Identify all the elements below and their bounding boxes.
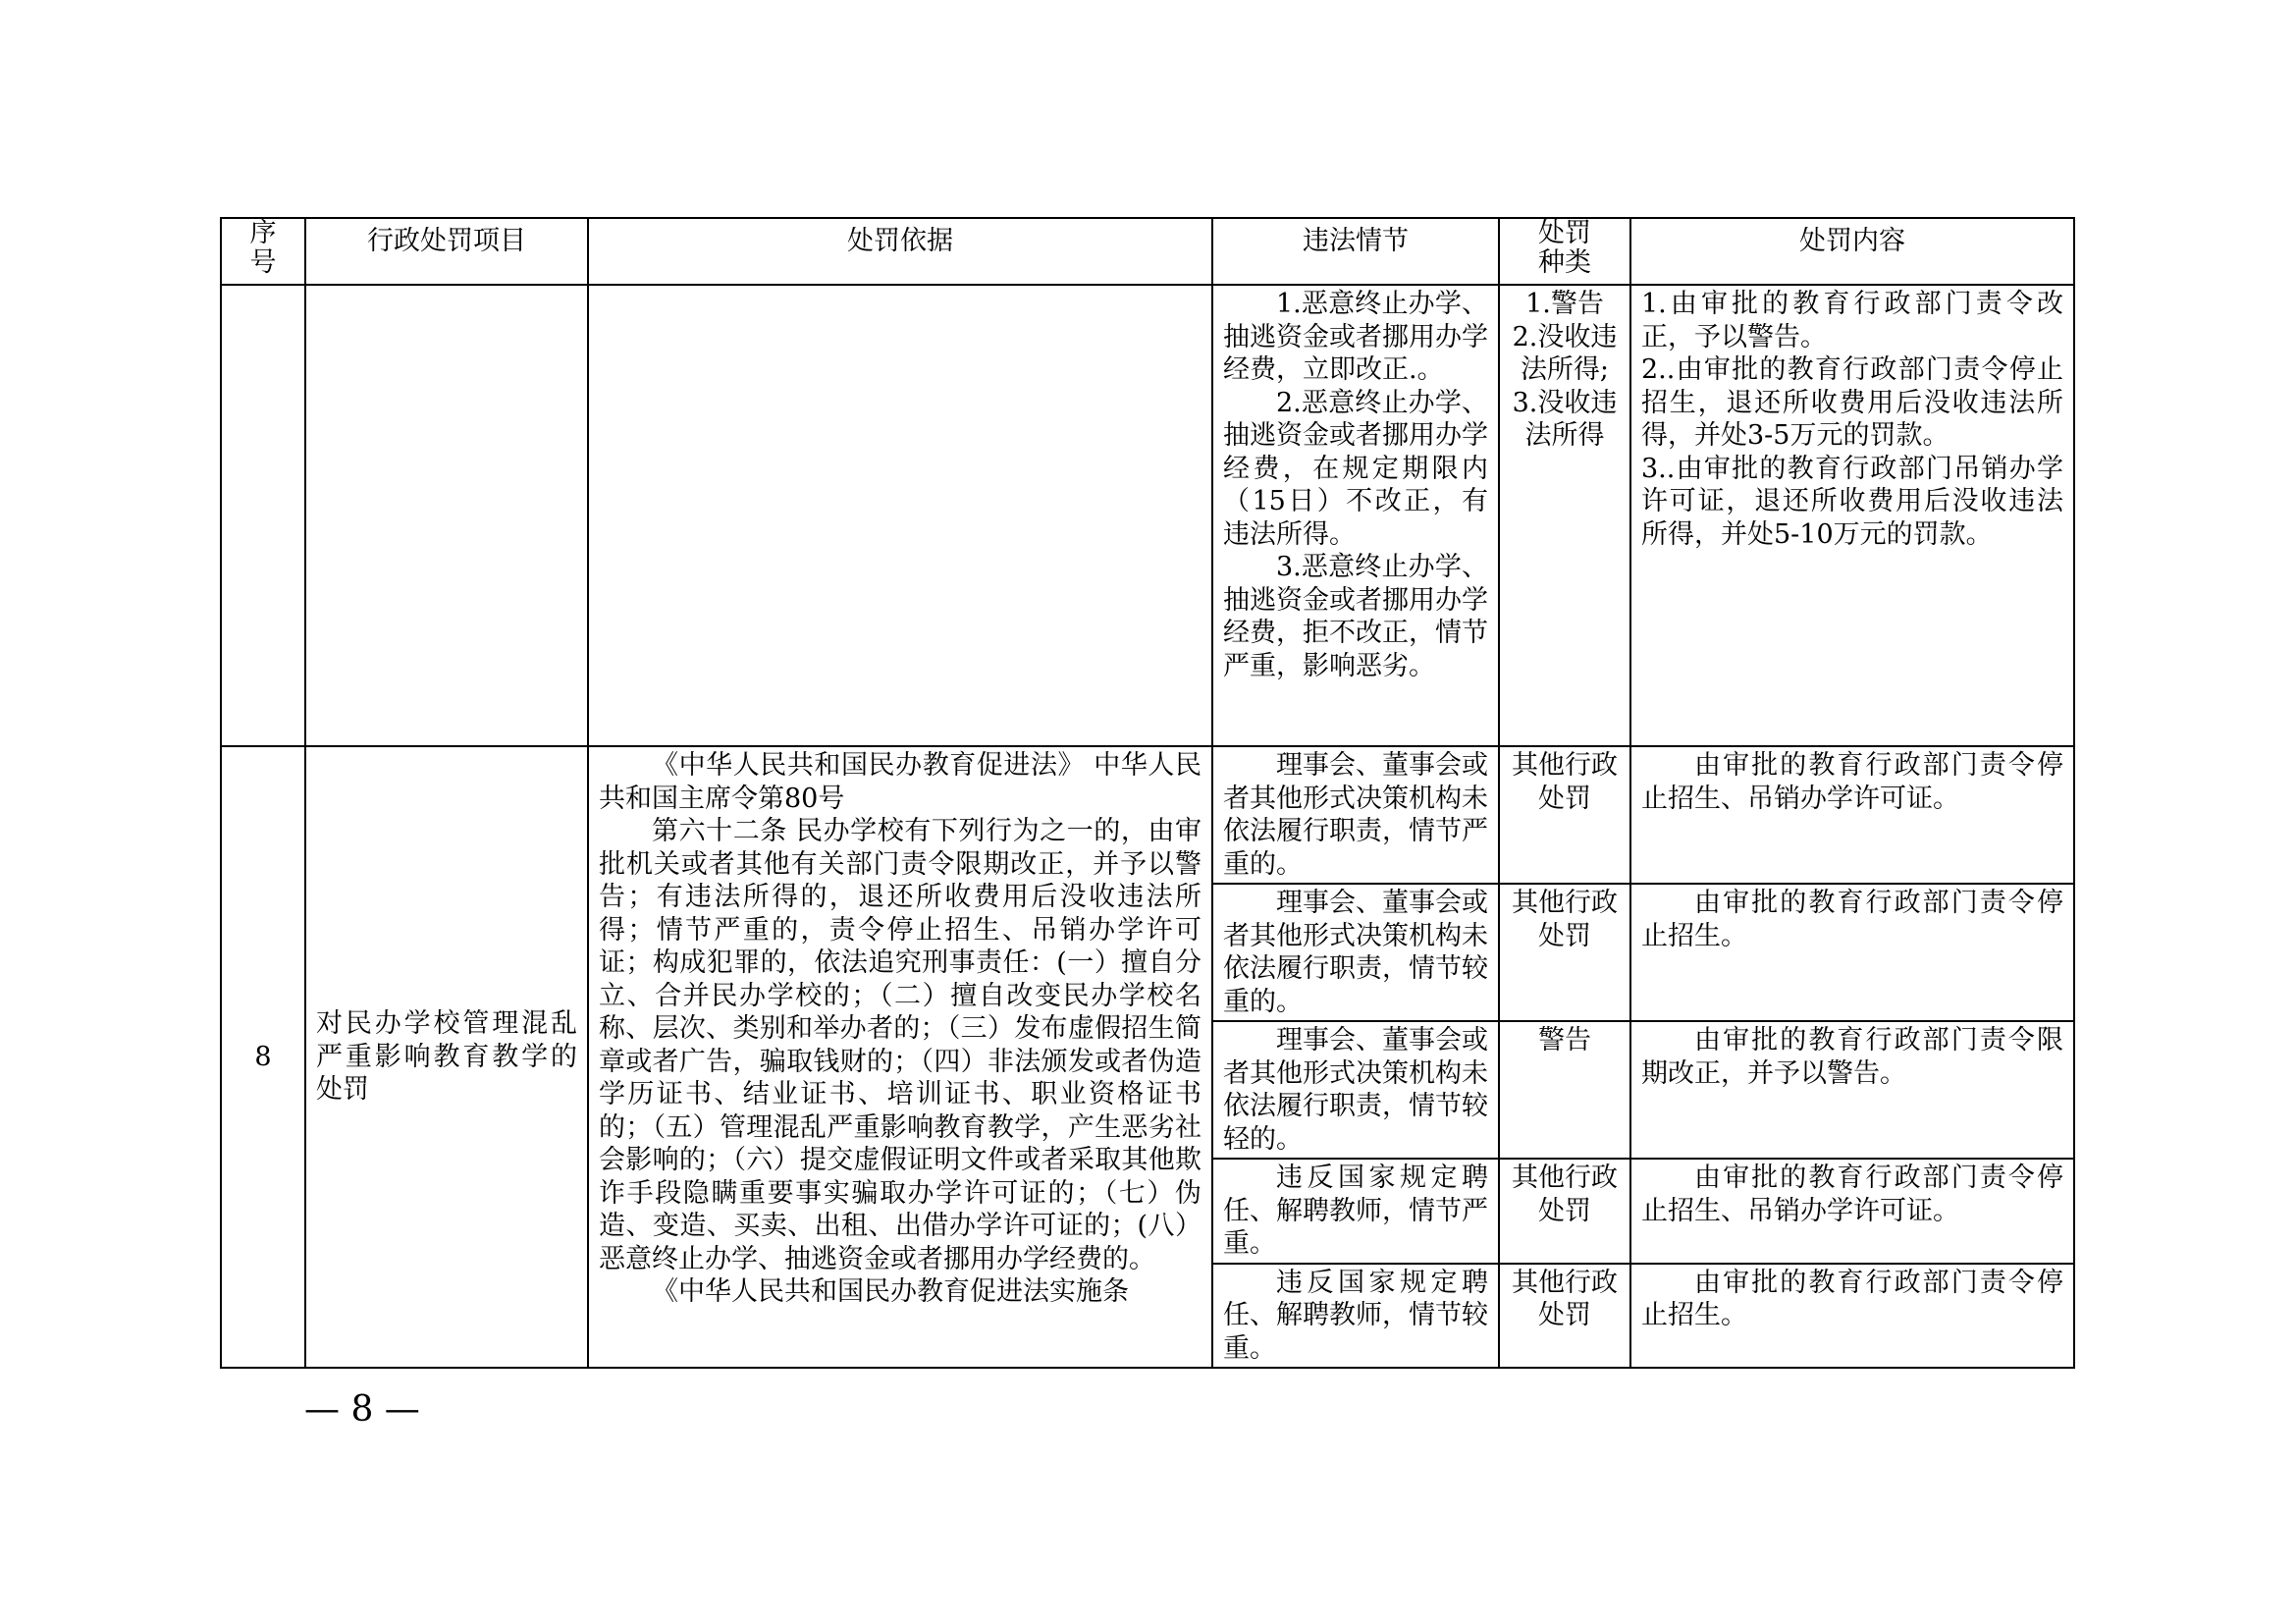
sub-circumstance-cell [1212,1021,1499,1159]
table-row [221,746,2074,884]
cont-content-list [1631,286,2073,553]
row8-basis-cell [588,746,1212,1368]
table-header-row [221,218,2074,285]
sub-type-cell [1499,1264,1630,1369]
circumstance-item: 3.恶意终止办学、抽逃资金或者挪用办学经费，拒不改正，情节严重，影响恶劣。 [1223,552,1488,681]
content-item: 1.由审批的教育行政部门责令改正，予以警告。 [1641,289,2063,352]
sub-type-text: 其他行政处罚 [1512,888,1618,951]
sub-type-cell [1499,1159,1630,1264]
sub-content-text: 由审批的教育行政部门责令停止招生、吊销办学许可证。 [1641,750,2063,814]
cont-circumstance-list [1213,286,1498,684]
header-basis: 处罚依据 [588,218,1212,285]
penalty-table [220,217,2075,1369]
sub-content-cell [1630,746,2074,884]
row8-basis-text [589,747,1211,1311]
sub-circumstance-text: 理事会、董事会或者其他形式决策机构未依法履行职责，情节较重的。 [1223,888,1488,1017]
cont-content-cell [1630,285,2074,746]
basis-paragraph: 《中华人民共和国民办教育促进法》 中华人民共和国主席令第80号 [599,750,1201,814]
sub-type-cell [1499,746,1630,884]
header-circumstance: 违法情节 [1212,218,1499,285]
header-type-top: 处罚 [1538,218,1591,248]
content-item: 3..由审批的教育行政部门吊销办学许可证，退还所收费用后没收违法所得，并处5-10万元的罚款。 [1641,453,2063,550]
sub-content-cell [1630,884,2074,1021]
cont-type-list [1500,286,1629,455]
table-row [221,285,2074,746]
cont-basis-cell [588,285,1212,746]
sub-type-text: 其他行政处罚 [1512,1267,1618,1330]
sub-circumstance-cell [1212,884,1499,1021]
sub-circumstance-text: 理事会、董事会或者其他形式决策机构未依法履行职责，情节严重的。 [1223,750,1488,880]
sub-circumstance-cell [1212,1264,1499,1369]
sub-content-text: 由审批的教育行政部门责令停止招生、吊销办学许可证。 [1641,1163,2063,1226]
sub-circumstance-text: 违反国家规定聘任、解聘教师，情节较重。 [1223,1267,1488,1364]
header-content: 处罚内容 [1630,218,2074,285]
sub-content-text: 由审批的教育行政部门责令停止招生。 [1641,888,2063,951]
type-item: 2.没收违法所得; [1512,321,1618,385]
sub-content-cell [1630,1021,2074,1159]
sub-circumstance-text: 理事会、董事会或者其他形式决策机构未依法履行职责，情节较轻的。 [1223,1025,1488,1155]
row8-item-text: 对民办学校管理混乱严重影响教育教学的处罚 [316,1008,577,1106]
header-seq-bottom: 号 [249,247,277,278]
cont-circumstance-cell [1212,285,1499,746]
header-type-bottom: 种类 [1538,247,1591,278]
sub-content-cell [1630,1159,2074,1264]
circumstance-item: 2.恶意终止办学、抽逃资金或者挪用办学经费，在规定期限内（15日）不改正，有违法所得。 [1223,387,1488,550]
sub-type-text: 警告 [1538,1025,1591,1055]
header-item: 行政处罚项目 [305,218,588,285]
header-type [1499,218,1630,285]
sub-type-text: 其他行政处罚 [1512,750,1618,814]
basis-paragraph: 《中华人民共和国民办教育促进法实施条 [652,1276,1129,1307]
cont-seq-cell [221,285,305,746]
header-seq-top: 序 [249,218,277,248]
content-item: 2..由审批的教育行政部门责令停止招生，退还所收费用后没收违法所得，并处3-5万元的罚款。 [1641,354,2063,451]
cont-item-cell [305,285,588,746]
circumstance-item: 1.恶意终止办学、抽逃资金或者挪用办学经费，立即改正.。 [1223,289,1488,385]
type-item: 1.警告 [1525,289,1604,319]
basis-paragraph: 第六十二条 民办学校有下列行为之一的，由审批机关或者其他有关部门责令限期改正，并予以警告；有违法所得的，退还所收费用后没收违法所得；情节严重的，责令停止招生、吊销办学许可证；构成犯罪的，依法追究刑事责任：(一）擅自分立、合并民办学校的；（二）擅自改变民办学校名称、层次、类别和举办者的；（三）发布虚假招生简章或者广告，骗取钱财的；（四）非法颁发或者伪造学历证书、结业证书、培训证书、职业资格证书的；（五）管理混乱严重影响教育教学，产生恶劣社会影响的；（六）提交虚假证明文件或者采取其他欺诈手段隐瞒重要事实骗取办学许可证的；（七）伪造、变造、买卖、出租、出借办学许可证的；(八）恶意终止办学、抽逃资金或者挪用办学经费的。 [599,816,1201,1274]
sub-circumstance-cell [1212,746,1499,884]
sub-type-cell [1499,1021,1630,1159]
cont-type-cell [1499,285,1630,746]
sub-content-text: 由审批的教育行政部门责令停止招生。 [1641,1267,2063,1330]
sub-type-cell [1499,884,1630,1021]
row8-item-cell [305,746,588,1368]
row8-seq-cell: 8 [221,746,305,1368]
type-item: 3.没收违法所得 [1512,387,1618,451]
header-seq [221,218,305,285]
sub-content-cell [1630,1264,2074,1369]
sub-circumstance-cell [1212,1159,1499,1264]
sub-content-text: 由审批的教育行政部门责令限期改正，并予以警告。 [1641,1025,2063,1089]
sub-circumstance-text: 违反国家规定聘任、解聘教师，情节严重。 [1223,1163,1488,1259]
page-number: — 8 — [304,1389,420,1430]
sub-type-text: 其他行政处罚 [1512,1163,1618,1226]
